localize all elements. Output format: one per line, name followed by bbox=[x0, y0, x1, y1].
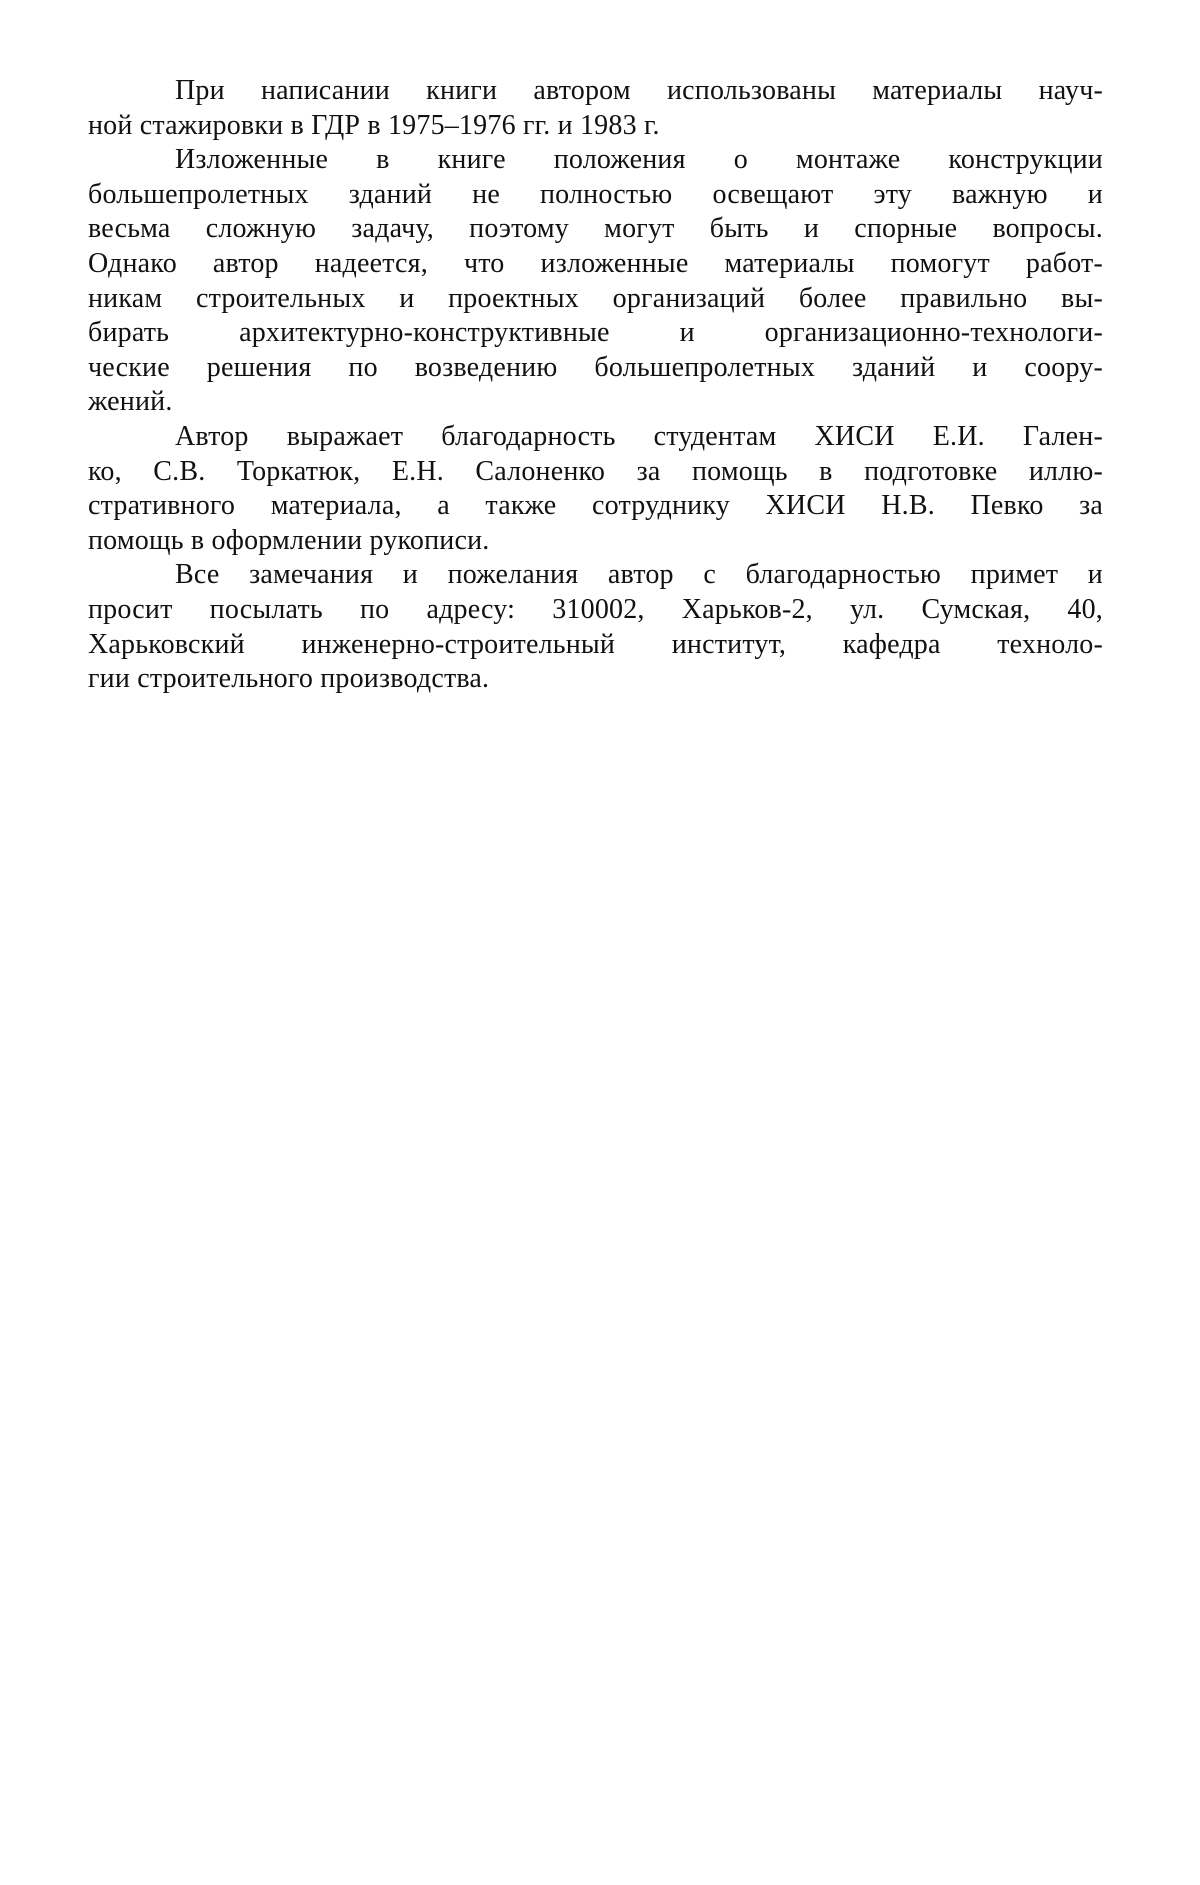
paragraph-internship bbox=[88, 74, 1103, 143]
preface-text bbox=[88, 74, 1103, 697]
text-line: никам строительных и проектных организаций более правильно вы- bbox=[88, 282, 1103, 314]
text-line: бирать архитектурно-конструктивные и организационно-технологи- bbox=[88, 317, 1103, 349]
text-line: помощь в оформлении рукописи. bbox=[88, 524, 490, 556]
text-line: весьма сложную задачу, поэтому могут быть и спорные вопросы. bbox=[88, 213, 1103, 245]
text-line: ческие решения по возведению большепролетных зданий и соору- bbox=[88, 351, 1103, 383]
paragraph-scope bbox=[88, 143, 1103, 420]
paragraph-contact-address bbox=[88, 558, 1103, 696]
text-line: Все замечания и пожелания автор с благодарностью примет и bbox=[175, 559, 1103, 591]
text-line: При написании книги автором использованы материалы науч- bbox=[175, 75, 1103, 106]
text-line: ной стажировки в ГДР в 1975–1976 гг. и 1983 г. bbox=[88, 109, 660, 141]
text-line: просит посылать по адресу: 310002, Харьков-2, ул. Сумская, 40, bbox=[88, 593, 1103, 625]
text-line: Однако автор надеется, что изложенные материалы помогут работ- bbox=[88, 247, 1103, 279]
text-line: Изложенные в книге положения о монтаже конструкции bbox=[175, 144, 1103, 176]
text-line: стративного материала, а также сотруднику ХИСИ Н.В. Певко за bbox=[88, 490, 1103, 522]
text-line: Харьковский инженерно-строительный институт, кафедра техноло- bbox=[88, 628, 1103, 660]
text-line: большепролетных зданий не полностью освещают эту важную и bbox=[88, 178, 1103, 210]
text-line: гии строительного производства. bbox=[88, 663, 490, 695]
text-line: жений. bbox=[88, 386, 173, 418]
text-line: Автор выражает благодарность студентам ХИСИ Е.И. Гален- bbox=[175, 420, 1103, 452]
paragraph-acknowledgements bbox=[88, 420, 1103, 558]
text-line: ко, С.В. Торкатюк, Е.Н. Салоненко за помощь в подготовке иллю- bbox=[88, 455, 1103, 487]
